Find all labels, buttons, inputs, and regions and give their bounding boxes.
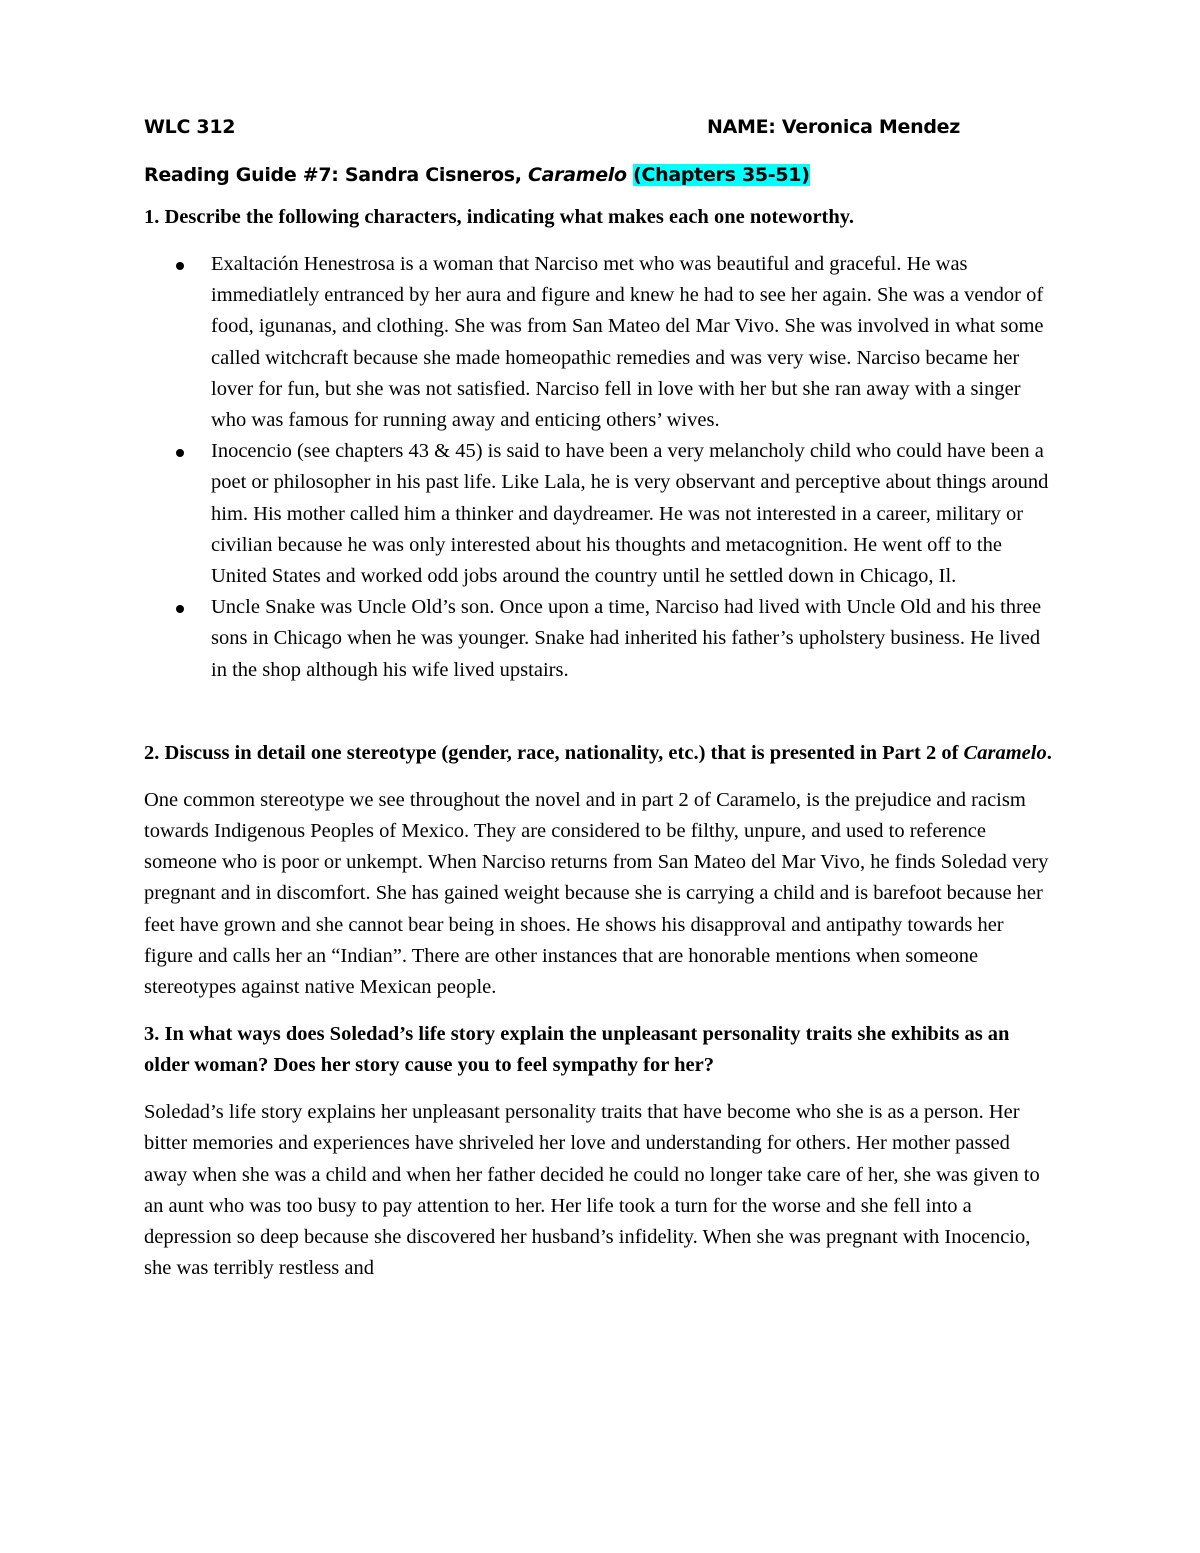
bullet-text: Exaltación Henestrosa is a woman that Narciso met who was beautiful and graceful. He was immediatlely entranced by her aura and figure and knew he had to see her again. She was a vendor of food, igunanas, and clothing. She was from San Mateo del Mar Vivo. She was involved in what some called witchcraft because she made homeopathic remedies and was very wise. Narciso became her lover for fun, but she was not satisfied. Narciso fell in love with her but she ran away with a singer who was famous for running away and enticing others’ wives. [211, 253, 1044, 432]
list-item [144, 436, 1056, 592]
list-item [144, 249, 1056, 436]
bullet-text: Uncle Snake was Uncle Old’s son. Once upon a time, Narciso had lived with Uncle Old and his three sons in Chicago when he was younger. Snake had inherited his father’s upholstery business. He lived in the shop although his wife lived upstairs. [211, 596, 1042, 681]
list-item [144, 592, 1056, 686]
bullet-text: Inocencio (see chapters 43 & 45) is said to have been a very melancholy child who could have been a poet or philosopher in his past life. Like Lala, he is very observant and perceptive about things around him. His mother called him a thinker and daydreamer. He was not interested in a career, military or civilian because he was only interested about his thoughts and metacognition. He went off to the United States and worked odd jobs around the country until he settled down in Chicago, Il. [211, 440, 1049, 588]
document-page [144, 112, 1056, 1284]
bullet-icon [176, 605, 184, 613]
bullet-icon [176, 262, 184, 270]
document-header [144, 112, 1056, 144]
course-code: WLC 312 [144, 116, 236, 138]
bullet-icon [176, 449, 184, 457]
question-1: 1. Describe the following characters, indicating what makes each one noteworthy. [144, 206, 855, 228]
title-prefix: Reading Guide #7: Sandra Cisneros, [144, 164, 528, 186]
question-2 [144, 738, 1056, 769]
title-book: Caramelo [527, 164, 627, 186]
question-2-end: . [1046, 741, 1052, 764]
reading-guide-title [144, 160, 1056, 190]
answer-2: One common stereotype we see throughout the novel and in part 2 of Caramelo, is the prejudice and racism towards Indigenous Peoples of Mexico. They are considered to be filthy, unpure, and used to reference someone who is poor or unkempt. When Narciso returns from San Mateo del Mar Vivo, he finds Soledad very pregnant and in discomfort. She has gained weight because she is carrying a child and is barefoot because her feet have grown and she cannot bear being in shoes. He shows his disapproval and antipathy towards her figure and calls her an “Indian”. There are other instances that are honorable mentions when someone stereotypes against native Mexican people. [144, 788, 1049, 999]
question-2-book: Caramelo [963, 741, 1047, 764]
character-list [144, 249, 1056, 686]
student-name: NAME: Veronica Mendez [707, 116, 960, 138]
question-3: 3. In what ways does Soledad’s life story explain the unpleasant personality traits she exhibits as an older woman? Does her story cause you to feel sympathy for her? [144, 1023, 1010, 1077]
chapters-highlight: (Chapters 35-51) [633, 164, 810, 186]
answer-3: Soledad’s life story explains her unpleasant personality traits that have become who she is as a person. Her bitter memories and experiences have shriveled her love and understanding for others. Her mother passed away when she was a child and when her father decided he could no longer take care of her, she was given to an aunt who was too busy to pay attention to her. Her life took a turn for the worse and she fell into a depression so deep because she discovered her husband’s infidelity. When she was pregnant with Inocencio, she was terribly restless and [144, 1101, 1040, 1280]
question-2-text: 2. Discuss in detail one stereotype (gender, race, nationality, etc.) that is presented in Part 2 of [144, 741, 964, 764]
